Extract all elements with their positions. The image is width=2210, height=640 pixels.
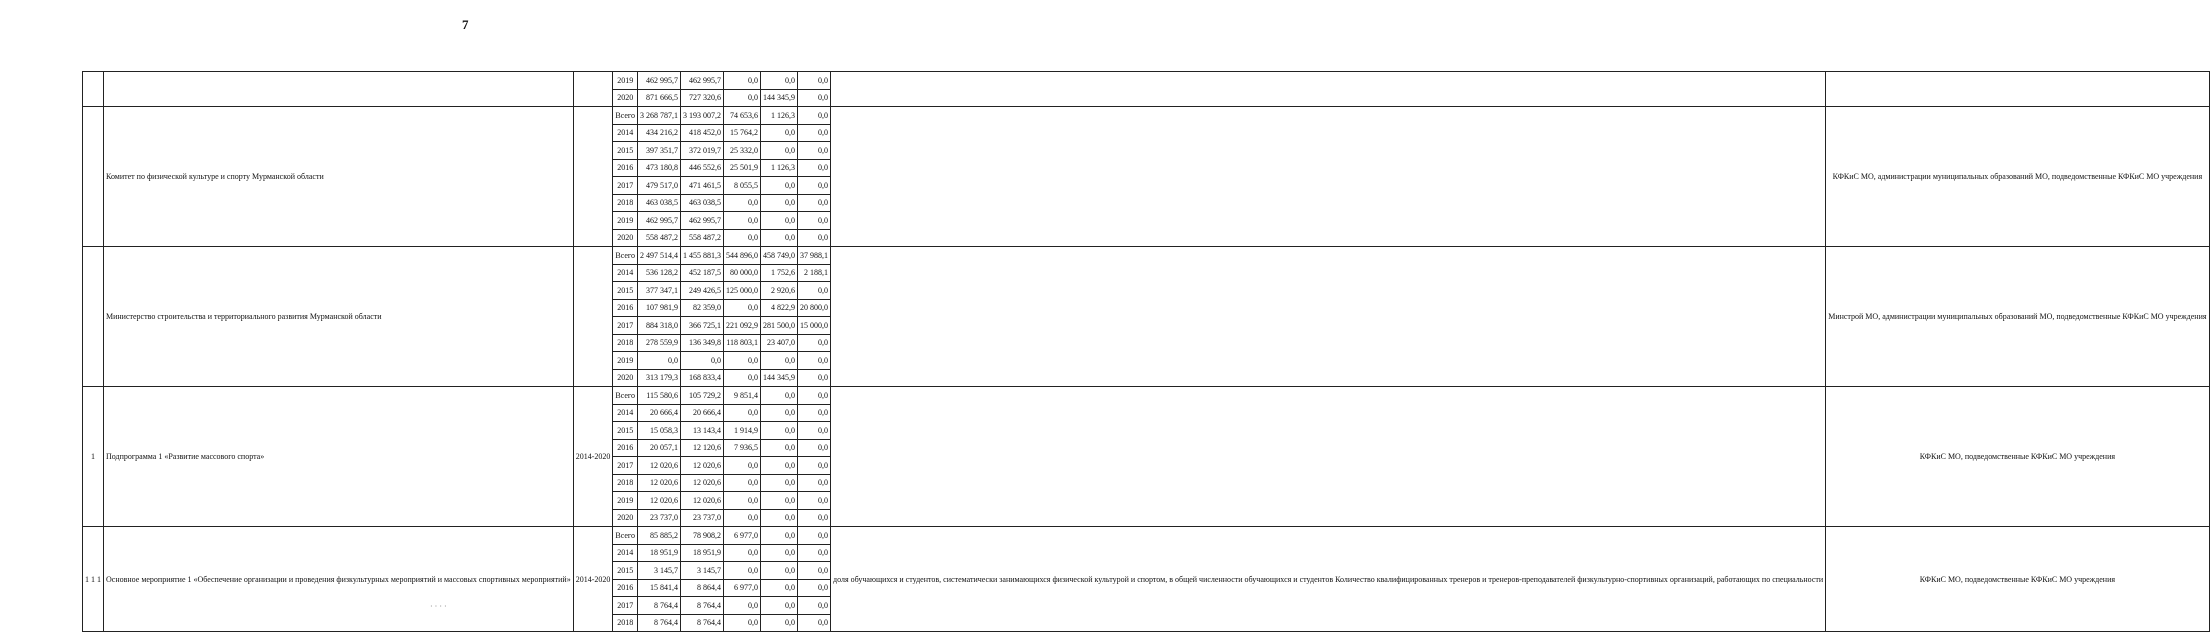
- year-cell: 2018: [613, 194, 638, 212]
- federal-budget-cell: 0,0: [724, 457, 761, 475]
- local-budget-cell: 0,0: [761, 474, 798, 492]
- total-cell: 462 995,7: [638, 212, 681, 230]
- regional-budget-cell: 452 187,5: [681, 264, 724, 282]
- total-cell: 8 764,4: [638, 614, 681, 632]
- other-sources-cell: 0,0: [798, 212, 831, 230]
- federal-budget-cell: 1 914,9: [724, 422, 761, 440]
- total-cell: 871 666,5: [638, 89, 681, 107]
- page-number: 7: [462, 17, 469, 32]
- local-budget-cell: 0,0: [761, 404, 798, 422]
- table-row: [83, 387, 2210, 405]
- year-cell: 2014: [613, 404, 638, 422]
- total-cell: 558 487,2: [638, 229, 681, 247]
- local-budget-cell: 1 126,3: [761, 107, 798, 125]
- other-sources-cell: 0,0: [798, 159, 831, 177]
- total-cell: 18 951,9: [638, 544, 681, 562]
- federal-budget-cell: 0,0: [724, 597, 761, 615]
- executor-text: КФКиС МО, подведомственные КФКиС МО учреждения: [1826, 527, 2209, 632]
- executor-text: [1826, 72, 2209, 107]
- year-cell: 2015: [613, 282, 638, 300]
- year-cell: 2016: [613, 299, 638, 317]
- year-cell: 2017: [613, 177, 638, 195]
- other-sources-cell: 0,0: [798, 142, 831, 160]
- federal-budget-cell: 0,0: [724, 474, 761, 492]
- year-cell: 2016: [613, 159, 638, 177]
- year-cell: Всего: [613, 527, 638, 545]
- year-cell: 2016: [613, 439, 638, 457]
- federal-budget-cell: 0,0: [724, 509, 761, 527]
- year-cell: 2019: [613, 72, 638, 90]
- regional-budget-cell: 12 020,6: [681, 474, 724, 492]
- total-cell: 0,0: [638, 352, 681, 370]
- total-cell: 12 020,6: [638, 474, 681, 492]
- other-sources-cell: 0,0: [798, 544, 831, 562]
- budget-table: [82, 71, 2210, 632]
- year-cell: 2019: [613, 492, 638, 510]
- total-cell: 434 216,2: [638, 124, 681, 142]
- year-cell: 2019: [613, 212, 638, 230]
- regional-budget-cell: 82 359,0: [681, 299, 724, 317]
- other-sources-cell: 0,0: [798, 177, 831, 195]
- year-cell: 2014: [613, 264, 638, 282]
- local-budget-cell: 0,0: [761, 544, 798, 562]
- federal-budget-cell: 118 803,1: [724, 334, 761, 352]
- other-sources-cell: 0,0: [798, 509, 831, 527]
- year-cell: 2017: [613, 597, 638, 615]
- other-sources-cell: 0,0: [798, 334, 831, 352]
- table-row: [83, 527, 2210, 545]
- executor-text: КФКиС МО, администрации муниципальных образований МО, подведомственные КФКиС МО учреждения: [1826, 107, 2209, 247]
- table-row: [83, 72, 2210, 90]
- other-sources-cell: 0,0: [798, 194, 831, 212]
- other-sources-cell: 0,0: [798, 562, 831, 580]
- regional-budget-cell: 8 764,4: [681, 597, 724, 615]
- regional-budget-cell: 446 552,6: [681, 159, 724, 177]
- program-name: Основное мероприятие 1 «Обеспечение организации и проведения физкультурных мероприятий и массовых спортивных мероприятий»: [104, 527, 574, 632]
- local-budget-cell: 0,0: [761, 579, 798, 597]
- regional-budget-cell: 3 145,7: [681, 562, 724, 580]
- total-cell: 107 981,9: [638, 299, 681, 317]
- year-cell: 2017: [613, 457, 638, 475]
- total-cell: 8 764,4: [638, 597, 681, 615]
- year-cell: 2020: [613, 89, 638, 107]
- total-cell: 473 180,8: [638, 159, 681, 177]
- year-cell: 2020: [613, 229, 638, 247]
- total-cell: 15 058,3: [638, 422, 681, 440]
- local-budget-cell: 23 407,0: [761, 334, 798, 352]
- total-cell: 115 580,6: [638, 387, 681, 405]
- row-code: [83, 107, 104, 247]
- federal-budget-cell: 0,0: [724, 404, 761, 422]
- regional-budget-cell: 168 833,4: [681, 369, 724, 387]
- local-budget-cell: 0,0: [761, 177, 798, 195]
- regional-budget-cell: 462 995,7: [681, 72, 724, 90]
- regional-budget-cell: 20 666,4: [681, 404, 724, 422]
- regional-budget-cell: 13 143,4: [681, 422, 724, 440]
- federal-budget-cell: 0,0: [724, 72, 761, 90]
- regional-budget-cell: 471 461,5: [681, 177, 724, 195]
- regional-budget-cell: 0,0: [681, 352, 724, 370]
- year-cell: 2018: [613, 334, 638, 352]
- regional-budget-cell: 463 038,5: [681, 194, 724, 212]
- other-sources-cell: 0,0: [798, 89, 831, 107]
- period: 2014-2020: [573, 387, 613, 527]
- local-budget-cell: 0,0: [761, 212, 798, 230]
- other-sources-cell: 0,0: [798, 597, 831, 615]
- local-budget-cell: 0,0: [761, 457, 798, 475]
- federal-budget-cell: 221 092,9: [724, 317, 761, 335]
- local-budget-cell: 0,0: [761, 562, 798, 580]
- local-budget-cell: 0,0: [761, 492, 798, 510]
- row-code: 1 1 1: [83, 527, 104, 632]
- local-budget-cell: 0,0: [761, 422, 798, 440]
- indicator-text: [831, 387, 1826, 527]
- year-cell: 2014: [613, 124, 638, 142]
- other-sources-cell: 0,0: [798, 439, 831, 457]
- total-cell: 2 497 514,4: [638, 247, 681, 265]
- year-cell: Всего: [613, 107, 638, 125]
- local-budget-cell: 0,0: [761, 614, 798, 632]
- indicator-text: [831, 247, 1826, 387]
- year-cell: 2015: [613, 142, 638, 160]
- regional-budget-cell: 12 120,6: [681, 439, 724, 457]
- other-sources-cell: 0,0: [798, 474, 831, 492]
- period: [573, 72, 613, 107]
- other-sources-cell: 0,0: [798, 457, 831, 475]
- federal-budget-cell: 0,0: [724, 492, 761, 510]
- program-name: Комитет по физической культуре и спорту Мурманской области: [104, 107, 574, 247]
- total-cell: 3 268 787,1: [638, 107, 681, 125]
- year-cell: 2015: [613, 562, 638, 580]
- row-code: [83, 247, 104, 387]
- federal-budget-cell: 0,0: [724, 352, 761, 370]
- total-cell: 3 145,7: [638, 562, 681, 580]
- total-cell: 536 128,2: [638, 264, 681, 282]
- federal-budget-cell: 7 936,5: [724, 439, 761, 457]
- total-cell: 15 841,4: [638, 579, 681, 597]
- regional-budget-cell: 3 193 007,2: [681, 107, 724, 125]
- year-cell: Всего: [613, 387, 638, 405]
- federal-budget-cell: 25 332,0: [724, 142, 761, 160]
- other-sources-cell: 15 000,0: [798, 317, 831, 335]
- federal-budget-cell: 544 896,0: [724, 247, 761, 265]
- total-cell: 12 020,6: [638, 457, 681, 475]
- other-sources-cell: 0,0: [798, 527, 831, 545]
- regional-budget-cell: 8 864,4: [681, 579, 724, 597]
- local-budget-cell: 1 752,6: [761, 264, 798, 282]
- executor-text: Минстрой МО, администрации муниципальных образований МО, подведомственные КФКиС МО учреждения: [1826, 247, 2209, 387]
- regional-budget-cell: 136 349,8: [681, 334, 724, 352]
- year-cell: 2014: [613, 544, 638, 562]
- local-budget-cell: 0,0: [761, 439, 798, 457]
- federal-budget-cell: 6 977,0: [724, 527, 761, 545]
- other-sources-cell: 0,0: [798, 422, 831, 440]
- other-sources-cell: 0,0: [798, 614, 831, 632]
- regional-budget-cell: 12 020,6: [681, 492, 724, 510]
- total-cell: 463 038,5: [638, 194, 681, 212]
- local-budget-cell: 0,0: [761, 229, 798, 247]
- federal-budget-cell: 0,0: [724, 614, 761, 632]
- year-cell: 2015: [613, 422, 638, 440]
- federal-budget-cell: 0,0: [724, 89, 761, 107]
- other-sources-cell: 0,0: [798, 387, 831, 405]
- other-sources-cell: 0,0: [798, 369, 831, 387]
- indicator-text: [831, 72, 1826, 107]
- regional-budget-cell: 727 320,6: [681, 89, 724, 107]
- total-cell: 462 995,7: [638, 72, 681, 90]
- row-code: 1: [83, 387, 104, 527]
- total-cell: 20 057,1: [638, 439, 681, 457]
- local-budget-cell: 0,0: [761, 72, 798, 90]
- total-cell: 278 559,9: [638, 334, 681, 352]
- year-cell: 2018: [613, 474, 638, 492]
- local-budget-cell: 281 500,0: [761, 317, 798, 335]
- regional-budget-cell: 12 020,6: [681, 457, 724, 475]
- total-cell: 20 666,4: [638, 404, 681, 422]
- scan-artifact: · · · ·: [430, 602, 447, 611]
- other-sources-cell: 0,0: [798, 352, 831, 370]
- other-sources-cell: 0,0: [798, 282, 831, 300]
- other-sources-cell: 0,0: [798, 107, 831, 125]
- other-sources-cell: 0,0: [798, 579, 831, 597]
- regional-budget-cell: 366 725,1: [681, 317, 724, 335]
- program-name: [104, 72, 574, 107]
- local-budget-cell: 0,0: [761, 597, 798, 615]
- local-budget-cell: 1 126,3: [761, 159, 798, 177]
- local-budget-cell: 0,0: [761, 124, 798, 142]
- total-cell: 377 347,1: [638, 282, 681, 300]
- federal-budget-cell: 0,0: [724, 194, 761, 212]
- other-sources-cell: 20 800,0: [798, 299, 831, 317]
- row-code: [83, 72, 104, 107]
- executor-text: КФКиС МО, подведомственные КФКиС МО учреждения: [1826, 387, 2209, 527]
- local-budget-cell: 0,0: [761, 352, 798, 370]
- year-cell: 2018: [613, 614, 638, 632]
- regional-budget-cell: 372 019,7: [681, 142, 724, 160]
- federal-budget-cell: 0,0: [724, 229, 761, 247]
- federal-budget-cell: 0,0: [724, 544, 761, 562]
- other-sources-cell: 0,0: [798, 72, 831, 90]
- local-budget-cell: 2 920,6: [761, 282, 798, 300]
- local-budget-cell: 4 822,9: [761, 299, 798, 317]
- other-sources-cell: 0,0: [798, 404, 831, 422]
- local-budget-cell: 144 345,9: [761, 89, 798, 107]
- regional-budget-cell: 558 487,2: [681, 229, 724, 247]
- period: 2014-2020: [573, 527, 613, 632]
- total-cell: 12 020,6: [638, 492, 681, 510]
- year-cell: 2019: [613, 352, 638, 370]
- other-sources-cell: 0,0: [798, 492, 831, 510]
- table-row: [83, 247, 2210, 265]
- federal-budget-cell: 6 977,0: [724, 579, 761, 597]
- period: [573, 107, 613, 247]
- regional-budget-cell: 8 764,4: [681, 614, 724, 632]
- federal-budget-cell: 0,0: [724, 562, 761, 580]
- regional-budget-cell: 462 995,7: [681, 212, 724, 230]
- regional-budget-cell: 418 452,0: [681, 124, 724, 142]
- regional-budget-cell: 23 737,0: [681, 509, 724, 527]
- local-budget-cell: 0,0: [761, 194, 798, 212]
- federal-budget-cell: 74 653,6: [724, 107, 761, 125]
- federal-budget-cell: 15 764,2: [724, 124, 761, 142]
- local-budget-cell: 0,0: [761, 509, 798, 527]
- regional-budget-cell: 249 426,5: [681, 282, 724, 300]
- year-cell: 2017: [613, 317, 638, 335]
- local-budget-cell: 144 345,9: [761, 369, 798, 387]
- regional-budget-cell: 105 729,2: [681, 387, 724, 405]
- program-name: Министерство строительства и территориального развития Мурманской области: [104, 247, 574, 387]
- total-cell: 397 351,7: [638, 142, 681, 160]
- regional-budget-cell: 78 908,2: [681, 527, 724, 545]
- other-sources-cell: 37 988,1: [798, 247, 831, 265]
- federal-budget-cell: 8 055,5: [724, 177, 761, 195]
- local-budget-cell: 458 749,0: [761, 247, 798, 265]
- federal-budget-cell: 0,0: [724, 299, 761, 317]
- program-name: Подпрограмма 1 «Развитие массового спорта»: [104, 387, 574, 527]
- local-budget-cell: 0,0: [761, 387, 798, 405]
- federal-budget-cell: 80 000,0: [724, 264, 761, 282]
- total-cell: 884 318,0: [638, 317, 681, 335]
- other-sources-cell: 2 188,1: [798, 264, 831, 282]
- year-cell: Всего: [613, 247, 638, 265]
- table-row: [83, 107, 2210, 125]
- local-budget-cell: 0,0: [761, 142, 798, 160]
- local-budget-cell: 0,0: [761, 527, 798, 545]
- period: [573, 247, 613, 387]
- other-sources-cell: 0,0: [798, 229, 831, 247]
- federal-budget-cell: 0,0: [724, 212, 761, 230]
- year-cell: 2020: [613, 509, 638, 527]
- regional-budget-cell: 1 455 881,3: [681, 247, 724, 265]
- year-cell: 2020: [613, 369, 638, 387]
- total-cell: 313 179,3: [638, 369, 681, 387]
- other-sources-cell: 0,0: [798, 124, 831, 142]
- total-cell: 479 517,0: [638, 177, 681, 195]
- federal-budget-cell: 125 000,0: [724, 282, 761, 300]
- federal-budget-cell: 9 851,4: [724, 387, 761, 405]
- indicator-text: доля обучающихся и студентов, систематически занимающихся физической культурой и спортом, в общей численности обучающихся и студентов Количество квалифицированных тренеров и тренеров-преподавателей физкультурно-спортивных организаций, работающих по специальности: [831, 527, 1826, 632]
- federal-budget-cell: 25 501,9: [724, 159, 761, 177]
- year-cell: 2016: [613, 579, 638, 597]
- indicator-text: [831, 107, 1826, 247]
- regional-budget-cell: 18 951,9: [681, 544, 724, 562]
- total-cell: 85 885,2: [638, 527, 681, 545]
- total-cell: 23 737,0: [638, 509, 681, 527]
- federal-budget-cell: 0,0: [724, 369, 761, 387]
